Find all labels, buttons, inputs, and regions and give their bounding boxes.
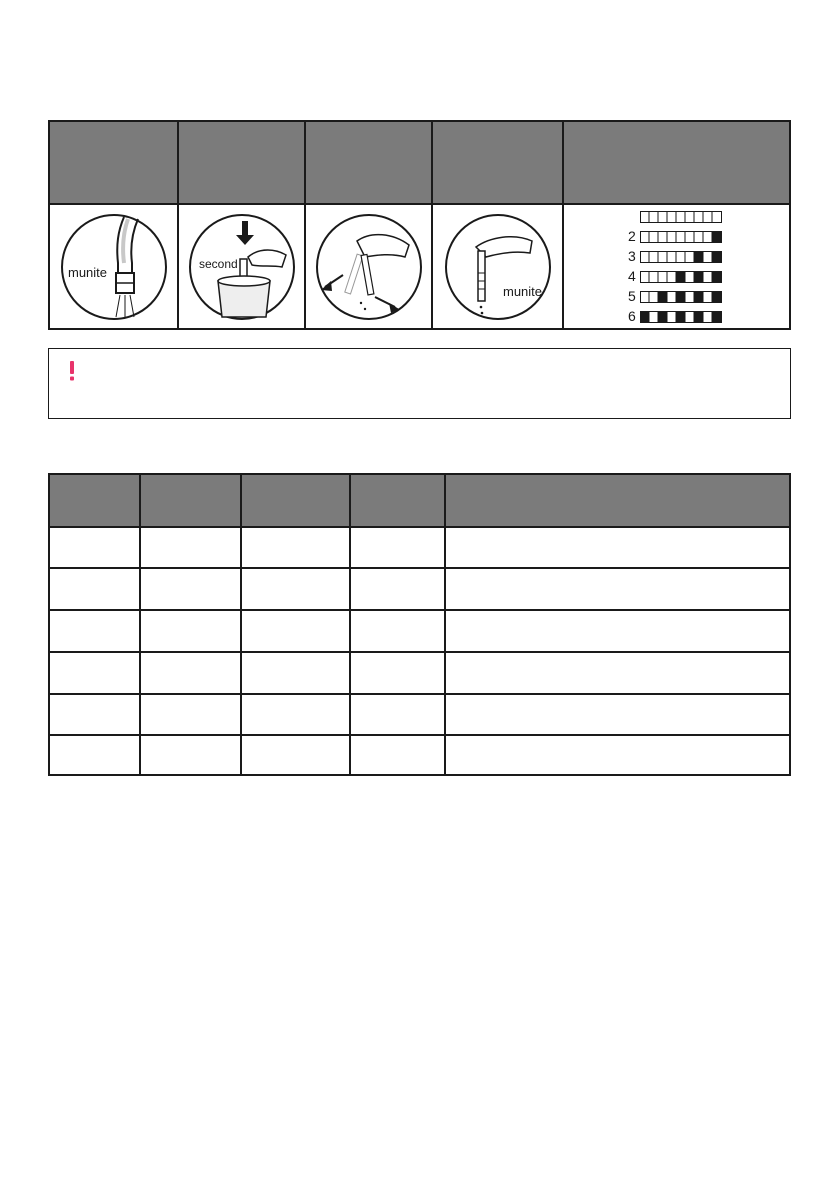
hardness-level: 6	[628, 308, 636, 324]
hardness-scale-icon	[564, 205, 789, 328]
hardness-level: 5	[628, 288, 636, 304]
step-4-label: munite	[503, 284, 543, 299]
hardness-level: 2	[628, 228, 636, 244]
step-1-label: munite	[68, 265, 108, 280]
exclamation-icon	[68, 361, 76, 381]
hardness-level: 4	[628, 268, 636, 284]
hardness-row	[612, 268, 732, 284]
table-row	[50, 526, 789, 567]
step-3-cell	[306, 205, 431, 328]
column-divider	[444, 475, 446, 774]
hardness-level: 3	[628, 248, 636, 264]
column-divider	[240, 475, 242, 774]
hardness-strip	[640, 211, 722, 223]
column-divider	[349, 475, 351, 774]
step-2-label: second	[199, 257, 238, 271]
settings-table-header	[50, 475, 789, 528]
hardness-row	[612, 211, 732, 223]
hardness-strip	[640, 231, 722, 243]
column-divider	[139, 475, 141, 774]
step-2-cell	[179, 205, 304, 328]
hardness-row	[612, 308, 732, 324]
table-row	[50, 569, 789, 609]
wait-strip-icon	[442, 211, 554, 323]
step-1-cell	[50, 205, 177, 328]
warning-box	[48, 348, 791, 419]
hardness-strip	[640, 271, 722, 283]
shake-strip-icon	[313, 211, 425, 323]
test-steps-header-row	[50, 122, 789, 205]
table-row	[50, 736, 789, 774]
table-row	[50, 695, 789, 734]
hardness-strip	[640, 291, 722, 303]
settings-table	[48, 473, 791, 776]
hardness-row	[612, 248, 732, 264]
table-row	[50, 611, 789, 651]
hardness-strip	[640, 251, 722, 263]
hardness-strip	[640, 311, 722, 323]
step-4-cell	[433, 205, 562, 328]
hardness-row	[612, 228, 732, 244]
table-row	[50, 653, 789, 693]
hardness-row	[612, 288, 732, 304]
